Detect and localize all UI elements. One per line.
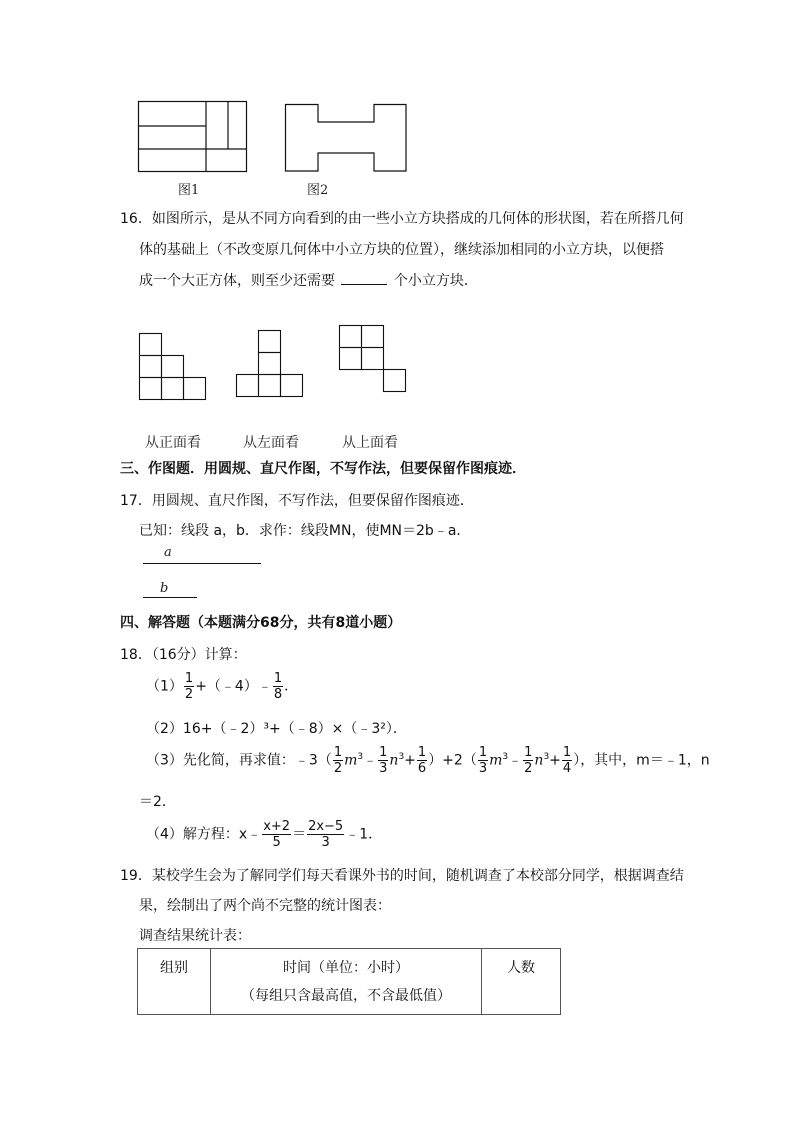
fraction-1-8: $\frac{1}{8}$ — [273, 671, 283, 702]
q18-part1-label: （1） — [146, 678, 183, 695]
fraction-2x-minus-5-over-3: $\frac{2x-5}{3}$ — [308, 819, 344, 850]
fraction: $\frac{1}{3}$ — [478, 745, 488, 776]
q18-part3: （3）先化简，再求值：﹣3（ $\frac{1}{2}$ $m^3﹣$ $\frac{1}{3}$ $n^3+$ $\frac{1}{6}$ ）+2（ $\frac{1}{3}$ $m^3﹣$ $\frac{1}{2}$ $n^3+$ $\frac{1}{4}$ ），其中，m＝﹣1，n — [146, 745, 710, 776]
q16-line2: 体的基础上（不改变原几何体中小立方块的位置），继续添加相同的小立方块，以便搭 — [139, 242, 664, 258]
view-label-top: 从上面看 — [342, 435, 398, 451]
header-time-line1: 时间（单位：小时） — [283, 960, 409, 976]
front-view-grid — [139, 333, 207, 401]
segment-b-label: b — [160, 581, 169, 596]
q16-line3 — [139, 270, 478, 290]
equals: ＝ — [292, 826, 307, 843]
q17-line2: 已知：线段 a，b．求作：线段MN，使MN＝2b﹣a． — [139, 523, 471, 539]
q19-table-title: 调查结果统计表： — [139, 928, 251, 944]
view-label-left: 从左面看 — [243, 435, 299, 451]
figure-2-bone-shape — [285, 104, 407, 172]
header-count: 人数 — [482, 949, 561, 1015]
section-3-heading: 三、作图题．用圆规、直尺作图，不写作法，但要保留作图痕迹． — [120, 461, 526, 477]
q18-part4-label: （4）解方程：x﹣ — [146, 826, 262, 843]
header-time — [211, 949, 482, 1015]
q18-part3-line2: ＝2． — [139, 794, 176, 810]
q18-part2: （2）16+（﹣2）³+（﹣8）×（﹣3²）． — [146, 721, 407, 737]
figure-1-caption: 图1 — [178, 183, 200, 198]
q18-part3-label: （3）先化简，再求值：﹣3（ — [146, 752, 332, 769]
q18-part1-mid: +（﹣4）﹣ — [195, 678, 272, 695]
top-view-grid — [339, 325, 407, 395]
fraction-1-2: $\frac{1}{2}$ — [184, 671, 194, 702]
section-4-heading: 四、解答题（本题满分68分，共有8道小题） — [120, 615, 402, 631]
header-time-line2: （每组只含最高值，不含最低值） — [241, 988, 451, 1004]
fraction: $\frac{1}{3}$ — [379, 745, 388, 776]
left-view-grid — [236, 330, 304, 400]
q18-part4 — [146, 820, 382, 849]
header-group: 组别 — [138, 949, 211, 1015]
segment-a — [143, 563, 261, 564]
fraction: $\frac{1}{2}$ — [333, 745, 343, 776]
q18-part1 — [146, 672, 298, 701]
figure-2-caption: 图2 — [307, 183, 329, 198]
fraction: $\frac{1}{6}$ — [417, 745, 427, 776]
q19-line1: 19．某校学生会为了解同学们每天看课外书的时间，随机调查了本校部分同学，根据调查结 — [120, 868, 684, 884]
q19-line2: 果，绘制出了两个尚不完整的统计图表： — [139, 898, 391, 914]
q16-line3-prefix: 成一个大正方体，则至少还需要 — [139, 273, 335, 289]
fraction: $\frac{1}{2}$ — [524, 745, 533, 776]
view-label-front: 从正面看 — [145, 435, 201, 451]
q18-part1-end: ． — [284, 678, 299, 695]
q18-title: 18．（16分）计算： — [120, 647, 247, 663]
q17-line1: 17．用圆规、直尺作图，不写作法，但要保留作图痕迹． — [120, 493, 474, 509]
q18-part3-tail: ，其中，m＝﹣1，n — [580, 752, 710, 769]
figure-1-rectangles — [138, 101, 248, 173]
segment-b — [143, 597, 197, 598]
q18-part4-end: ﹣1． — [345, 826, 383, 843]
q16-line1: 16．如图所示，是从不同方向看到的由一些小立方块搭成的几何体的形状图，若在所搭几何 — [120, 211, 684, 227]
segment-a-label: a — [164, 545, 172, 560]
q16-line3-suffix: 个小立方块． — [393, 273, 478, 289]
fraction: $\frac{1}{4}$ — [562, 745, 572, 776]
answer-blank — [341, 272, 387, 285]
fraction-x-plus-2-over-5: $\frac{x+2}{5}$ — [263, 819, 291, 850]
stat-table — [137, 948, 561, 1015]
